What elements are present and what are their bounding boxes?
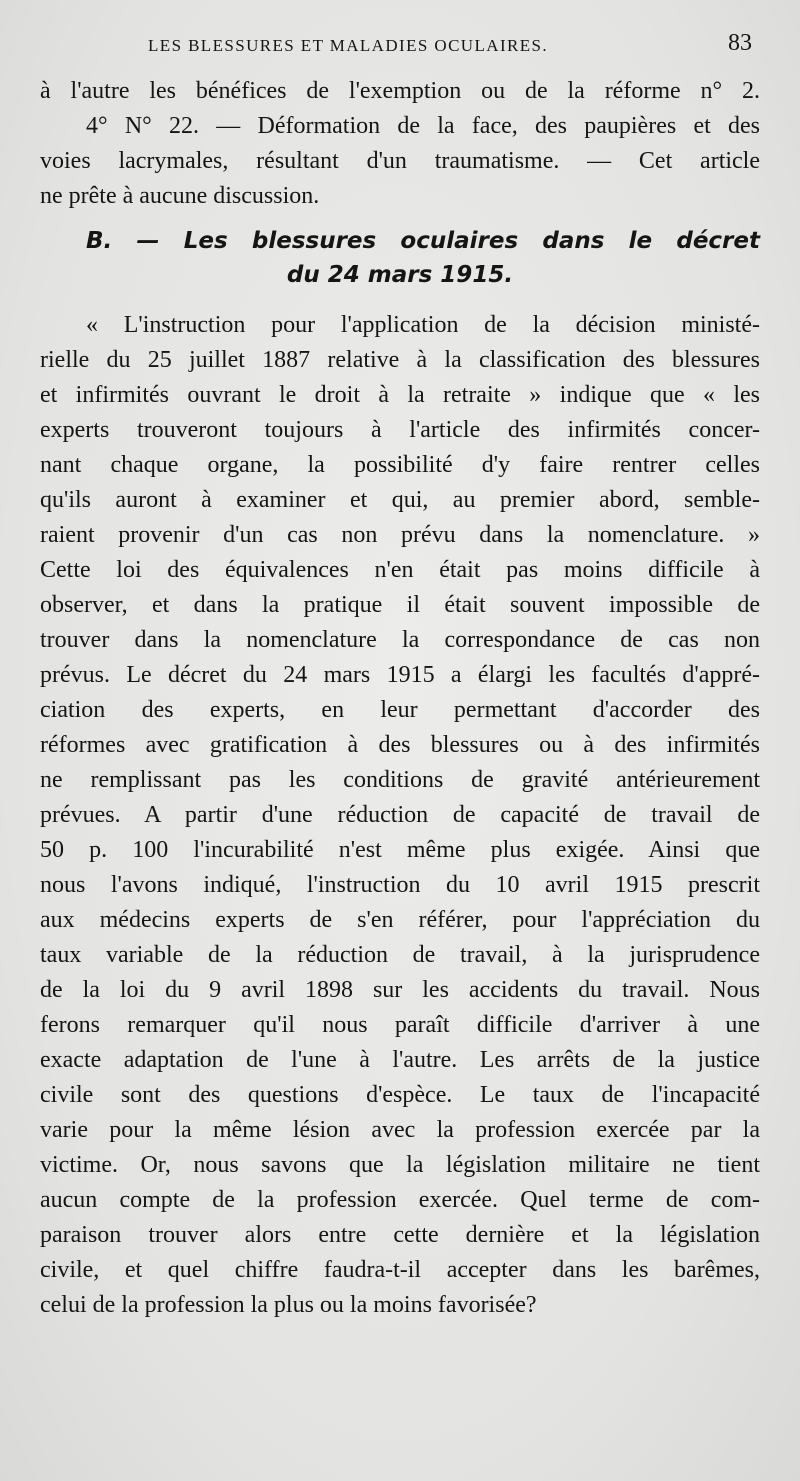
text-line: ne remplissant pas les conditions de gravité antérieurement <box>40 767 760 793</box>
text-line: raient provenir d'un cas non prévu dans la nomenclature. » <box>40 522 760 548</box>
running-title: LES BLESSURES ET MALADIES OCULAIRES. <box>148 36 549 55</box>
text-line: victime. Or, nous savons que la législation militaire ne tient <box>40 1152 760 1178</box>
text-line: prévus. Le décret du 24 mars 1915 a élargi les facultés d'appré- <box>40 662 760 688</box>
text-line: et infirmités ouvrant le droit à la retraite » indique que « les <box>40 382 760 408</box>
text-line: trouver dans la nomenclature la correspondance de cas non <box>40 627 760 653</box>
text-line: nous l'avons indiqué, l'instruction du 10 avril 1915 prescrit <box>40 872 760 898</box>
text-line: ferons remarquer qu'il nous paraît difficile d'arriver à une <box>40 1012 760 1038</box>
page-number: 83 <box>728 30 752 56</box>
intro-block <box>40 74 760 214</box>
text-line: Cette loi des équivalences n'en était pas moins difficile à <box>40 557 760 583</box>
text-line: de la loi du 9 avril 1898 sur les accidents du travail. Nous <box>40 977 760 1003</box>
text-line: varie pour la même lésion avec la profession exercée par la <box>40 1117 760 1143</box>
text-line: nant chaque organe, la possibilité d'y faire rentrer celles <box>40 452 760 478</box>
text-line: réformes avec gratification à des blessures ou à des infirmités <box>40 732 760 758</box>
text-line: aux médecins experts de s'en référer, pour l'appréciation du <box>40 907 760 933</box>
text-line: à l'autre les bénéfices de l'exemption ou de la réforme n° 2. <box>40 78 760 104</box>
text-line: voies lacrymales, résultant d'un traumatisme. — Cet article <box>40 148 760 174</box>
body-paragraph <box>40 308 760 1323</box>
text-line: civile, et quel chiffre faudra-t-il accepter dans les barêmes, <box>40 1257 760 1283</box>
text-line: paraison trouver alors entre cette dernière et la législation <box>40 1222 760 1248</box>
text-line: rielle du 25 juillet 1887 relative à la classification des blessures <box>40 347 760 373</box>
text-line: experts trouveront toujours à l'article des infirmités concer- <box>40 417 760 443</box>
text-line: exacte adaptation de l'une à l'autre. Les arrêts de la justice <box>40 1047 760 1073</box>
running-head <box>0 30 800 64</box>
text-line: observer, et dans la pratique il était souvent impossible de <box>40 592 760 618</box>
text-line: qu'ils auront à examiner et qui, au premier abord, semble- <box>40 487 760 513</box>
text-line: 4° N° 22. — Déformation de la face, des paupières et des <box>86 113 760 139</box>
text-line: prévues. A partir d'une réduction de capacité de travail de <box>40 802 760 828</box>
section-heading-line: du 24 mars 1915. <box>286 262 514 288</box>
heading-spacer <box>40 292 760 308</box>
text-line: « L'instruction pour l'application de la décision ministé- <box>86 312 760 338</box>
text-line: ne prête à aucune discussion. <box>40 183 320 209</box>
text-line: ciation des experts, en leur permettant d'accorder des <box>40 697 760 723</box>
page-body <box>40 74 760 1323</box>
text-line: aucun compte de la profession exercée. Quel terme de com- <box>40 1187 760 1213</box>
text-line: civile sont des questions d'espèce. Le taux de l'incapacité <box>40 1082 760 1108</box>
section-heading <box>40 224 760 292</box>
text-line: 50 p. 100 l'incurabilité n'est même plus exigée. Ainsi que <box>40 837 760 863</box>
text-line: taux variable de la réduction de travail, à la jurisprudence <box>40 942 760 968</box>
text-line: celui de la profession la plus ou la moins favorisée? <box>40 1292 537 1318</box>
section-heading-line: B. — Les blessures oculaires dans le décret <box>86 228 760 254</box>
